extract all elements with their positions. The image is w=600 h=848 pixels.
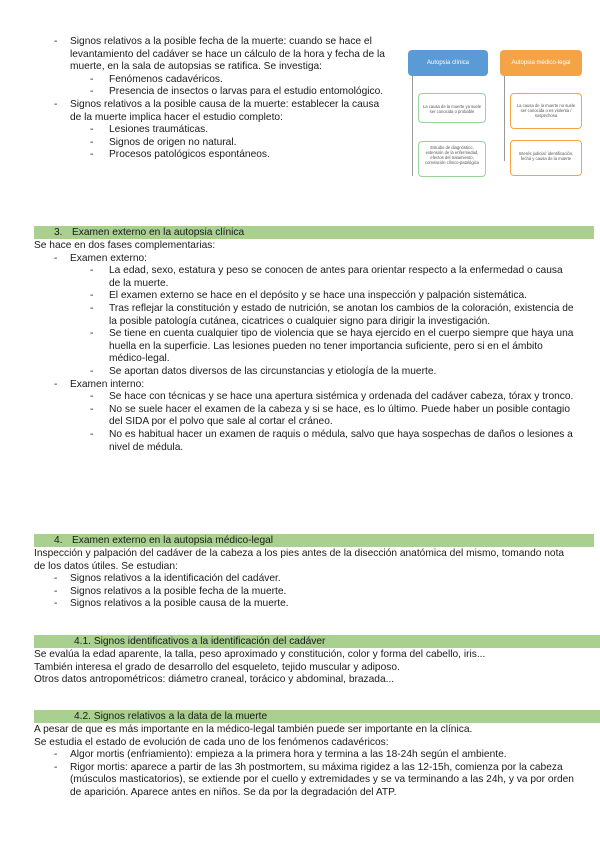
- list-item: - Signos relativos a la posible causa de la muerte: establecer la causa de la muerte implica hacer el estudio completo:: [34, 99, 390, 124]
- paragraph: A pesar de que es más importante en la médico-legal también puede ser importante en la clínica.: [34, 724, 473, 735]
- diagram-card: La causa de la muerte ya suele ser conocida o probable: [418, 93, 486, 123]
- list-item: - No se suele hacer el examen de la cabeza y si se hace, es lo último. Puede haber un posible contagio del SIDA por el polvo que sale al cortar el cráneo.: [34, 404, 574, 429]
- diagram-header-legal: Autopsia médico-legal: [500, 50, 582, 76]
- list-item: - Signos relativos a la identificación del cadáver.: [34, 573, 574, 586]
- list-item: - Procesos patológicos espontáneos.: [34, 149, 390, 162]
- section-title: Examen externo en la autopsia médico-legal: [72, 535, 274, 546]
- list-item: - Se tiene en cuenta cualquier tipo de violencia que se haya ejercido en el cuerpo siempre que haya una huella en la superficie. Las lesiones pueden no tener importancia suficiente, pero si en el ámbito médico-legal.: [34, 328, 574, 366]
- section42-body: [34, 724, 574, 800]
- list-item: - Se aportan datos diversos de las circunstancias y etiología de la muerte.: [34, 366, 574, 379]
- list-item: - Rigor mortis: aparece a partir de las 3h postmortem, su máxima rigidez a las 12-15h, comienza por la cabeza (músculos masticatorios), se extiende por el cuello y extremidades y se va terminando a las 24h, y va por orden de aparición. Aparece antes en niños. Se da por la degradación del ATP.: [34, 762, 574, 800]
- paragraph: Se evalúa la edad aparente, la talla, peso aproximado y constitución, color y forma del cabello, iris...: [34, 649, 486, 660]
- diagram-card: Estudio de diagnóstico, extensión de la enfermedad, efectos del tratamiento, correlación clínico-patológica: [418, 141, 486, 177]
- paragraph: Otros datos antropométricos: diámetro craneal, torácico y abdominal, brazada...: [34, 674, 395, 686]
- section-number: 4.: [54, 535, 63, 546]
- list-item: - Se hace con técnicas y se hace una apertura sistémica y ordenada del cadáver cabeza, tórax y tronco.: [34, 391, 574, 404]
- paragraph: También interesa el grado de desarrollo del esqueleto, tejido muscular y adiposo.: [34, 661, 400, 673]
- top-list: [34, 36, 390, 162]
- diagram-connector: [412, 76, 413, 176]
- list-item: - Presencia de insectos o larvas para el estudio entomológico.: [34, 86, 390, 99]
- section-heading: [34, 226, 594, 239]
- section-title: Examen externo en la autopsia clínica: [72, 227, 245, 238]
- list-item: - Signos de origen no natural.: [34, 137, 390, 150]
- list-item: - Lesiones traumáticas.: [34, 124, 390, 137]
- comparison-diagram: [400, 38, 590, 186]
- section3-body: [34, 240, 574, 454]
- section4-body: [34, 548, 574, 611]
- diagram-connector: [504, 76, 505, 161]
- list-item: - Tras reflejar la constitución y estado de nutrición, se anotan los cambios de la coloración, existencia de la posible patología cutánea, cicatrices o cualquier signo para dirigir la investigación.: [34, 303, 574, 328]
- list-item: - No es habitual hacer un examen de raquis o médula, salvo que haya sospechas de daños o lesiones a nivel de médula.: [34, 429, 574, 454]
- list-item: - Signos relativos a la posible fecha de la muerte.: [34, 586, 574, 599]
- paragraph: Se estudia el estado de evolución de cada uno de los fenómenos cadavéricos:: [34, 736, 389, 748]
- list-item: - El examen externo se hace en el depósito y se hace una inspección y palpación sistemática.: [34, 290, 574, 303]
- section41-body: [34, 649, 574, 687]
- paragraph: Se hace en dos fases complementarias:: [34, 240, 216, 251]
- diagram-card: Interés judicial: identificación, fecha y causa de la muerte: [510, 140, 582, 176]
- list-item: - Examen externo:: [34, 253, 574, 266]
- list-item: - Signos relativos a la posible fecha de la muerte: cuando se hace el levantamiento del cadáver se hace un cálculo de la hora y fecha de la muerte, en la sala de autopsias se ratifica. Se investiga:: [34, 36, 390, 74]
- section-number: 3.: [54, 227, 63, 238]
- list-item: - Fenómenos cadavéricos.: [34, 74, 390, 87]
- list-item: - Algor mortis (enfriamiento): empieza a la primera hora y termina a las 18-24h según el ambiente.: [34, 749, 574, 762]
- section-heading: [34, 534, 594, 547]
- list-item: - Signos relativos a la posible causa de la muerte.: [34, 598, 574, 611]
- diagram-header-clinical: Autopsia clínica: [408, 50, 488, 76]
- paragraph: Inspección y palpación del cadáver de la cabeza a los pies antes de la disección anatómica del mismo, tomando nota de los datos útiles. Se estudian:: [34, 548, 565, 572]
- subsection-heading: 4.1. Signos identificativos a la identificación del cadáver: [34, 635, 600, 648]
- list-item: - Examen interno:: [34, 379, 574, 392]
- diagram-card: La causa de la muerte no suele ser conocida o es violenta / sospechosa: [510, 93, 582, 129]
- list-item: - La edad, sexo, estatura y peso se conocen de antes para orientar respecto a la enfermedad o causa de la muerte.: [34, 265, 574, 290]
- subsection-heading: 4.2. Signos relativos a la data de la muerte: [34, 710, 600, 723]
